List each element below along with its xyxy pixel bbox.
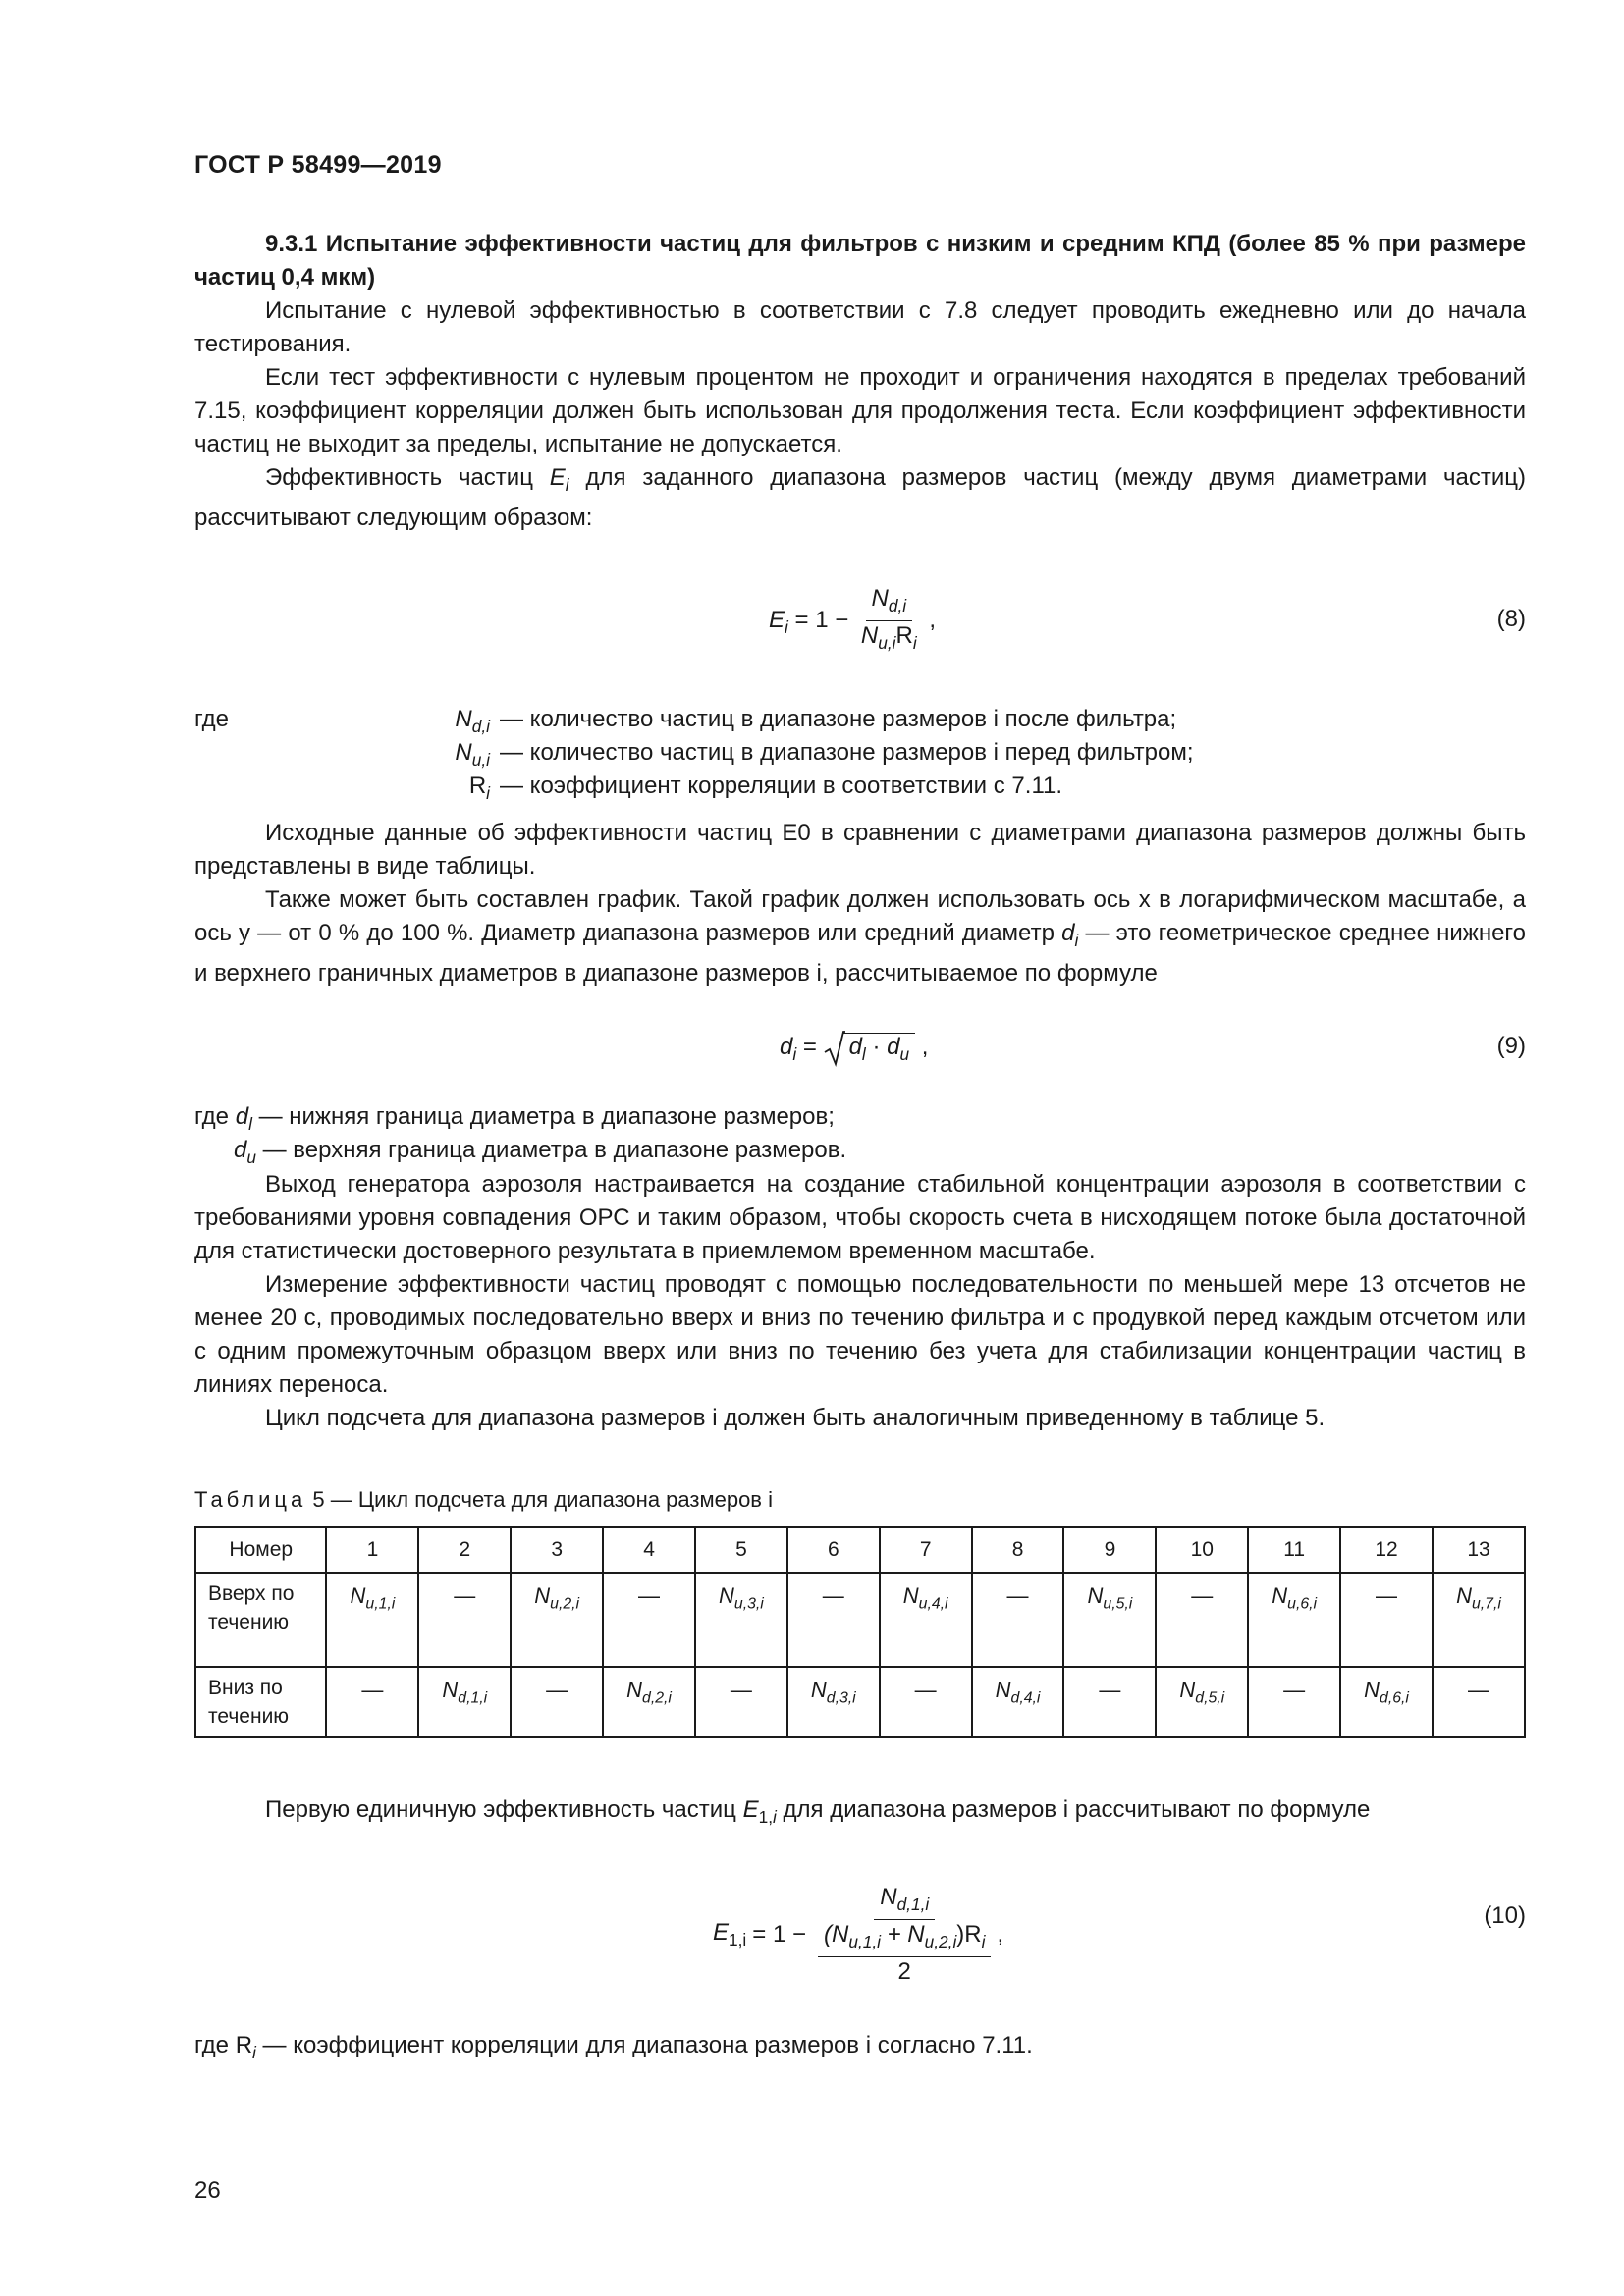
square-root: $d_l \cdot d_u$ [824,1033,916,1065]
header-cell: 11 [1248,1527,1340,1573]
table-cell: — [326,1667,418,1737]
paragraph-first-efficiency: Первую единичную эффективность частиц $E_{1,i}$ для диапазона размеров i рассчитывают по формуле [265,1796,1371,1828]
row-label: Вниз по течению [195,1667,326,1737]
equation-number: (8) [1496,606,1526,632]
table-cell: $N_{d,2,i}$ [603,1667,695,1737]
equation-number: (10) [1484,1902,1526,1929]
where-item: $R_i$ — коэффициент корреляции в соответствии с 7.11. [468,773,1063,804]
first-efficiency-block [194,1793,1526,1834]
table-cell: — [1063,1667,1156,1737]
header-cell: 6 [787,1527,880,1573]
table-cell: $N_{u,1,i}$ [326,1573,418,1667]
paragraph-zero-efficiency: Испытание с нулевой эффективностью в соответствии с 7.8 следует проводить ежедневно или до начала тестирования. [194,297,1526,357]
inner-fraction: $\frac{(N_{u,1,i} + N_{u,2,i})R_i}{2}$ [818,1922,991,1985]
table-cell: — [603,1573,695,1667]
formula-9: $d_i$ = $d_l \cdot d_u$ , (9) [780,1033,1526,1065]
paragraph-graph: Также может быть составлен график. Такой график должен использовать ось x в логарифмическом масштабе, а ось y — от 0 % до 100 %. Диаметр диапазона размеров или средний диаметр $d_i$ — это геометрическое среднее нижнего и верхнего граничных диаметров в диапазоне размеров i, рассчитываемое по формуле [194,886,1526,988]
table-cell: — [1340,1573,1433,1667]
table-row [195,1573,1525,1667]
document-code: ГОСТ Р 58499—2019 [194,151,442,179]
header-cell: 2 [418,1527,511,1573]
where-list-9 [194,1100,1526,1167]
header-cell: 13 [1433,1527,1525,1573]
page-number: 26 [194,2177,221,2204]
formula-10: $E_{1,i}$ = 1 − $\frac{N_{d,1,i}}{\frac{(N_{u,1,i} + N_{u,2,i})R_i}{2}}$ , (10) [713,1884,1526,1986]
table-cell: — [972,1573,1064,1667]
where-item: $N_{u,i}$ — количество частиц в диапазоне размеров i перед фильтром; [455,739,1194,771]
header-cell: 1 [326,1527,418,1573]
paragraph-cycle: Цикл подсчета для диапазона размеров i должен быть аналогичным приведенному в таблице 5. [265,1405,1326,1431]
where-item: $d_u$ — верхняя граница диаметра в диапазоне размеров. [234,1137,847,1168]
table-cell: — [511,1667,603,1737]
table-cell: — [695,1667,787,1737]
where-item: где $d_l$ — нижняя граница диаметра в диапазоне размеров; [194,1103,835,1135]
fraction: $\frac{N_{d,1,i}}{\frac{(N_{u,1,i} + N_{u,2,i})R_i}{2}}$ [812,1885,997,1985]
where-item: где $N_{d,i}$ — количество частиц в диапазоне размеров i после фильтра; [194,706,1177,737]
header-cell: 12 [1340,1527,1433,1573]
table-cell: — [418,1573,511,1667]
header-cell: 9 [1063,1527,1156,1573]
counting-cycle-table [194,1526,1526,1738]
table-cell: $N_{u,3,i}$ [695,1573,787,1667]
section-heading: 9.3.1 Испытание эффективности частиц для фильтров с низким и средним КПД (более 85 % при размере частиц 0,4 мкм) [194,231,1527,291]
table-cell: — [1433,1667,1525,1737]
header-cell: 8 [972,1527,1064,1573]
table-caption: Таблица 5 — Цикл подсчета для диапазона размеров i [194,1487,773,1512]
table-cell: — [787,1573,880,1667]
fraction: $\frac{N_{d,i}}{N_{u,i}R_i}$ [860,585,917,654]
header-cell: 7 [880,1527,972,1573]
table-cell: — [1156,1573,1248,1667]
formula-8: $E_i = 1$ − $\frac{N_{d,i}}{N_{u,i}R_i}$ , (8) [194,586,1526,665]
aerosol-block [194,1168,1526,1435]
header-cell: Номер [195,1527,326,1573]
equation-number: (9) [1496,1033,1526,1059]
where-list-8 [194,703,1526,803]
table-cell: $N_{u,7,i}$ [1433,1573,1525,1667]
paragraph-measurement: Измерение эффективности частиц проводят с помощью последовательности по меньшей мере 13 отсчетов не менее 20 с, проводимых последовательно вверх и вниз по течению фильтра и с продувкой перед каждым отсчетом или с одним промежуточным образцом вверх или вниз по течению без учета для стабилизации концентрации частиц в линиях переноса. [194,1271,1526,1398]
where-item: где $R_i$ — коэффициент корреляции для диапазона размеров i согласно 7.11. [194,2032,1033,2063]
where-list-10 [194,2029,1526,2069]
table-cell: $N_{d,6,i}$ [1340,1667,1433,1737]
table-cell: $N_{d,1,i}$ [418,1667,511,1737]
paragraph-efficiency-definition: Эффективность частиц $E_i$ для заданного диапазона размеров частиц (между двумя диаметрами частиц) рассчитывают следующим образом: [194,464,1527,532]
table-cell: — [1248,1667,1340,1737]
table-cell: $N_{d,4,i}$ [972,1667,1064,1737]
table-header-row [195,1527,1525,1573]
paragraph-table-data: Исходные данные об эффективности частиц E0 в сравнении с диаметрами диапазона размеров должны быть представлены в виде таблицы. [194,820,1526,880]
row-label: Вверх по течению [195,1573,326,1667]
header-cell: 10 [1156,1527,1248,1573]
header-cell: 4 [603,1527,695,1573]
header-cell: 5 [695,1527,787,1573]
table-cell: $N_{d,3,i}$ [787,1667,880,1737]
table-cell: $N_{u,5,i}$ [1063,1573,1156,1667]
table-cell: $N_{d,5,i}$ [1156,1667,1248,1737]
middle-block [194,817,1526,990]
header-cell: 3 [511,1527,603,1573]
table-cell: $N_{u,2,i}$ [511,1573,603,1667]
table-cell: $N_{u,6,i}$ [1248,1573,1340,1667]
paragraph-aerosol: Выход генератора аэрозоля настраивается на создание стабильной концентрации аэрозоля в соответствии с требованиями уровня совпадения ОРС и таким образом, чтобы скорость счета в нисходящем потоке была достаточной для статистически достоверного результата в приемлемом временном масштабе. [194,1171,1526,1264]
table-row [195,1667,1525,1737]
intro-block [194,228,1526,535]
table-cell: $N_{u,4,i}$ [880,1573,972,1667]
table-cell: — [880,1667,972,1737]
paragraph-correlation: Если тест эффективности с нулевым процентом не проходит и ограничения находятся в пределах требований 7.15, коэффициент корреляции должен быть использован для продолжения теста. Если коэффициент эффективности частиц не выходит за пределы, испытание не допускается. [194,364,1526,457]
